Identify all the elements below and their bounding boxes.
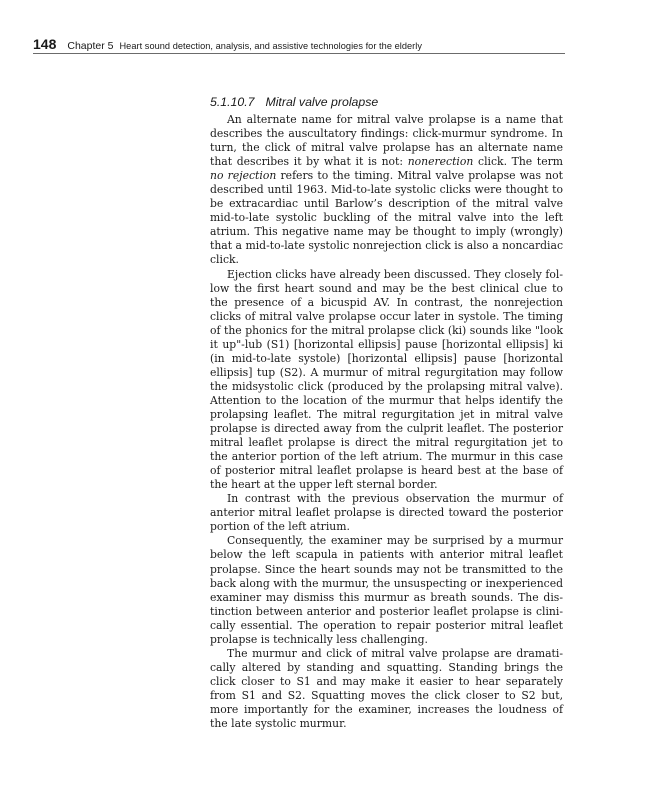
text-run: An alternate name for mitral valve prolapse is a name that describes the auscultatory findings: click-murmur syndrome. In turn, the click of mitral valve prolapse has an alternate name that describes it by what it is not: <box>210 113 563 169</box>
page-number: 148 <box>33 36 57 52</box>
paragraph <box>210 113 563 268</box>
section-title: Mitral valve prolapse <box>265 95 379 109</box>
paragraph <box>210 647 563 731</box>
running-head <box>33 36 565 54</box>
text-run: Consequently, the examiner may be surprised by a murmur below the left scapula in patients with anterior mitral leaflet prolapse. Since the heart sounds may not be transmitted to the back along with the murmur, the unsuspecting or inexperienced examiner may dismiss this murmur as breath sounds. The distinction between anterior and posterior leaflet prolapse is clinically essential. The operation to repair posterior mitral leaflet prolapse is technically less challenging. <box>210 534 563 646</box>
paragraph <box>210 268 563 493</box>
chapter-title: Heart sound detection, analysis, and assistive technologies for the elderly <box>119 41 422 51</box>
text-run: refers to the timing. Mitral valve prolapse was not described until 1963. Mid-to-late systolic clicks were thought to be extracardiac until Barlow’s description of the mitral valve mid-to-late systolic buckling of the mitral valve into the left atrium. This negative name may be thought to imply (wrongly) that a mid-to-late systolic nonrejection click is also a noncardiac click. <box>210 169 564 267</box>
paragraph <box>210 534 563 646</box>
text-run: In contrast with the previous observation the murmur of anterior mitral leaflet prolapse is directed toward the posterior portion of the left atrium. <box>210 492 563 534</box>
italic-term: no rejection <box>210 169 277 183</box>
chapter-label: Chapter 5 <box>67 40 114 52</box>
text-run: Ejection clicks have already been discussed. They closely follow the first heart sound and may be the best clinical clue to the presence of a bicuspid AV. In contrast, the nonrejection clicks of mitral valve prolapse occur later in systole. The timing of the phonics for the mitral prolapse click (ki) sounds like "look it up"-lub (S1) [horizontal ellipsis] pause [horizontal ellipsis] ki (in mid-to-late systole) [horizontal ellipsis] pause [horizontal ellipsis] tup (S2). A murmur of mitral regurgitation may follow the midsystolic click (produced by the prolapsing mitral valve). Attention to the location of the murmur that helps identify the prolapsing leaflet. The mitral regurgitation jet in mitral valve prolapse is directed away from the culprit leaflet. The posterior mitral leaflet prolapse is direct the mitral regurgitation jet to the anterior portion of the left atrium. The murmur in this case of posterior mitral leaflet prolapse is heard best at the base of the heart at the upper left sternal border. <box>210 267 563 492</box>
text-run: click. The term <box>473 155 563 169</box>
text-run: The murmur and click of mitral valve prolapse are dramatically altered by standing and squatting. Standing brings the click closer to S1 and may make it easier to hear separately from S1 and S2. Squatting moves the click closer to S2 but, more importantly for the examiner, increases the loudness of the late systolic murmur. <box>210 646 563 731</box>
italic-term: nonerection <box>407 155 474 169</box>
section-heading <box>210 95 378 109</box>
body-text <box>210 113 563 731</box>
header-rule <box>33 53 565 54</box>
section-number: 5.1.10.7 <box>210 95 255 109</box>
paragraph <box>210 492 563 534</box>
